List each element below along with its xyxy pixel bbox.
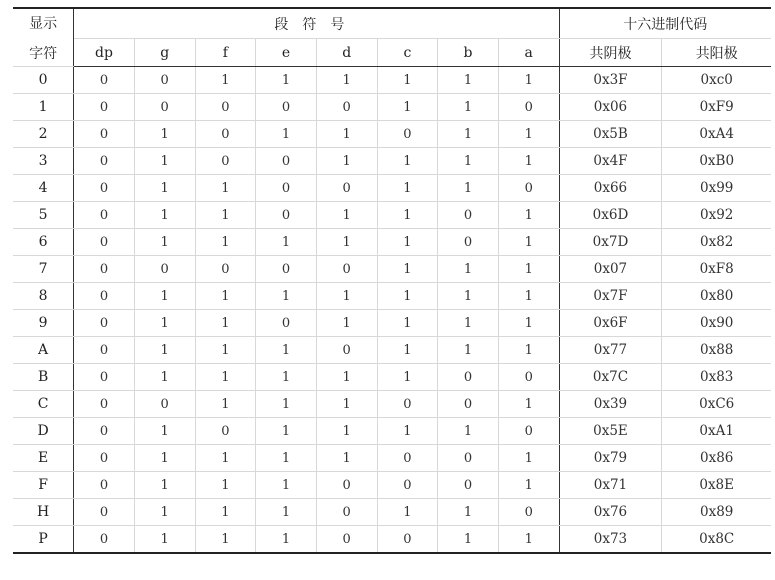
common-cathode-code-cell: 0x7D: [559, 229, 662, 256]
segment-bit-d-cell: 1: [316, 445, 377, 472]
display-char-cell: 4: [13, 175, 74, 202]
segment-bit-a-cell: 1: [498, 391, 559, 418]
segment-bit-d-cell: 1: [316, 418, 377, 445]
display-char-cell: 7: [13, 256, 74, 283]
segment-bit-b-cell: 1: [438, 121, 499, 148]
segment-bit-dp-cell: 0: [74, 202, 135, 229]
segment-bit-e-cell: 0: [256, 256, 317, 283]
segment-bit-c-cell: 0: [377, 526, 438, 554]
table-container: [13, 7, 771, 554]
common-anode-code-cell: 0x99: [662, 175, 771, 202]
table-row: [13, 256, 771, 283]
common-anode-code-cell: 0xA4: [662, 121, 771, 148]
segment-bit-b-cell: 1: [438, 526, 499, 554]
common-anode-code-cell: 0x90: [662, 310, 771, 337]
segment-bit-g-cell: 1: [134, 229, 195, 256]
common-cathode-code-cell: 0x07: [559, 256, 662, 283]
segment-bit-a-cell: 0: [498, 364, 559, 391]
segment-header-b: b: [438, 39, 499, 67]
segment-bit-g-cell: 1: [134, 175, 195, 202]
common-anode-code-cell: 0xc0: [662, 67, 771, 94]
common-anode-code-cell: 0xF8: [662, 256, 771, 283]
segment-bit-e-cell: 1: [256, 283, 317, 310]
segment-bit-c-cell: 1: [377, 364, 438, 391]
segment-bit-a-cell: 0: [498, 175, 559, 202]
common-cathode-code-cell: 0x06: [559, 94, 662, 121]
header-row-2: [13, 39, 771, 67]
common-cathode-header: 共阴极: [559, 39, 662, 67]
segment-header-dp: dp: [74, 39, 135, 67]
table-row: [13, 526, 771, 554]
segment-bit-b-cell: 1: [438, 310, 499, 337]
segment-bit-d-cell: 0: [316, 175, 377, 202]
segment-bit-f-cell: 0: [195, 256, 256, 283]
common-cathode-code-cell: 0x39: [559, 391, 662, 418]
segment-bit-e-cell: 0: [256, 148, 317, 175]
segment-bit-dp-cell: 0: [74, 364, 135, 391]
segment-bit-a-cell: 0: [498, 94, 559, 121]
segment-bit-g-cell: 1: [134, 283, 195, 310]
segment-bit-d-cell: 1: [316, 229, 377, 256]
display-char-cell: C: [13, 391, 74, 418]
segment-bit-dp-cell: 0: [74, 256, 135, 283]
common-anode-code-cell: 0x92: [662, 202, 771, 229]
segment-bit-a-cell: 0: [498, 499, 559, 526]
segment-bit-a-cell: 1: [498, 256, 559, 283]
common-anode-code-cell: 0xF9: [662, 94, 771, 121]
common-cathode-code-cell: 0x7F: [559, 283, 662, 310]
segment-bit-c-cell: 0: [377, 445, 438, 472]
segment-bit-a-cell: 1: [498, 472, 559, 499]
segment-bit-dp-cell: 0: [74, 337, 135, 364]
table-row: [13, 202, 771, 229]
segment-bit-d-cell: 1: [316, 310, 377, 337]
common-cathode-code-cell: 0x6F: [559, 310, 662, 337]
display-char-cell: E: [13, 445, 74, 472]
segment-header-g: g: [134, 39, 195, 67]
segment-bit-d-cell: 0: [316, 472, 377, 499]
segment-bit-g-cell: 0: [134, 94, 195, 121]
segment-bit-b-cell: 1: [438, 175, 499, 202]
segment-bit-e-cell: 1: [256, 364, 317, 391]
segment-bit-c-cell: 0: [377, 121, 438, 148]
display-char-cell: F: [13, 472, 74, 499]
segment-bit-dp-cell: 0: [74, 283, 135, 310]
segment-bit-g-cell: 0: [134, 256, 195, 283]
segment-bit-f-cell: 0: [195, 121, 256, 148]
segment-bit-a-cell: 1: [498, 526, 559, 554]
segment-bit-f-cell: 1: [195, 283, 256, 310]
common-anode-code-cell: 0x8E: [662, 472, 771, 499]
segment-bit-d-cell: 1: [316, 283, 377, 310]
table-row: [13, 391, 771, 418]
segment-bit-e-cell: 1: [256, 337, 317, 364]
segment-bit-dp-cell: 0: [74, 67, 135, 94]
segment-bit-f-cell: 1: [195, 67, 256, 94]
segment-bit-f-cell: 1: [195, 229, 256, 256]
segment-bit-b-cell: 1: [438, 94, 499, 121]
segment-bit-a-cell: 1: [498, 148, 559, 175]
segment-bit-e-cell: 1: [256, 445, 317, 472]
table-row: [13, 445, 771, 472]
segment-bit-dp-cell: 0: [74, 175, 135, 202]
segment-bit-f-cell: 1: [195, 526, 256, 554]
segment-bit-c-cell: 0: [377, 472, 438, 499]
segment-bit-e-cell: 1: [256, 121, 317, 148]
segment-bit-g-cell: 1: [134, 310, 195, 337]
segment-bit-a-cell: 1: [498, 310, 559, 337]
segment-bit-g-cell: 1: [134, 364, 195, 391]
common-anode-code-cell: 0x80: [662, 283, 771, 310]
table-row: [13, 472, 771, 499]
display-char-cell: 2: [13, 121, 74, 148]
common-cathode-code-cell: 0x5E: [559, 418, 662, 445]
segment-bit-b-cell: 0: [438, 364, 499, 391]
segment-bit-g-cell: 1: [134, 445, 195, 472]
segment-bit-e-cell: 1: [256, 472, 317, 499]
segment-bit-a-cell: 1: [498, 337, 559, 364]
segment-bit-f-cell: 1: [195, 202, 256, 229]
table-row: [13, 148, 771, 175]
common-anode-code-cell: 0x8C: [662, 526, 771, 554]
segment-bit-g-cell: 1: [134, 337, 195, 364]
segment-bit-b-cell: 1: [438, 283, 499, 310]
segment-bit-c-cell: 1: [377, 229, 438, 256]
segment-bit-g-cell: 1: [134, 499, 195, 526]
segment-bit-d-cell: 0: [316, 94, 377, 121]
segment-bit-c-cell: 1: [377, 175, 438, 202]
table-row: [13, 364, 771, 391]
segment-bit-g-cell: 1: [134, 202, 195, 229]
segment-bit-f-cell: 1: [195, 310, 256, 337]
segment-bit-d-cell: 1: [316, 364, 377, 391]
table-row: [13, 121, 771, 148]
segment-bit-g-cell: 1: [134, 418, 195, 445]
segment-bit-dp-cell: 0: [74, 229, 135, 256]
segment-bit-c-cell: 1: [377, 310, 438, 337]
table-row: [13, 94, 771, 121]
segment-bit-e-cell: 1: [256, 229, 317, 256]
segment-bit-g-cell: 0: [134, 391, 195, 418]
segment-bit-f-cell: 1: [195, 499, 256, 526]
segment-bit-g-cell: 1: [134, 148, 195, 175]
segment-bit-f-cell: 0: [195, 418, 256, 445]
common-anode-code-cell: 0x83: [662, 364, 771, 391]
segment-bit-f-cell: 0: [195, 148, 256, 175]
segment-bit-c-cell: 1: [377, 256, 438, 283]
segment-group-header: 段符号: [74, 8, 559, 39]
segment-bit-c-cell: 0: [377, 391, 438, 418]
table-row: [13, 283, 771, 310]
segment-bit-a-cell: 1: [498, 445, 559, 472]
segment-bit-dp-cell: 0: [74, 418, 135, 445]
segment-header-c: c: [377, 39, 438, 67]
display-char-cell: B: [13, 364, 74, 391]
segment-bit-e-cell: 0: [256, 310, 317, 337]
segment-bit-b-cell: 1: [438, 337, 499, 364]
display-char-cell: 8: [13, 283, 74, 310]
segment-bit-c-cell: 1: [377, 499, 438, 526]
segment-bit-g-cell: 1: [134, 121, 195, 148]
segment-bit-c-cell: 1: [377, 94, 438, 121]
segment-bit-dp-cell: 0: [74, 445, 135, 472]
segment-bit-f-cell: 1: [195, 472, 256, 499]
segment-header-f: f: [195, 39, 256, 67]
segment-bit-f-cell: 1: [195, 337, 256, 364]
segment-bit-c-cell: 1: [377, 418, 438, 445]
segment-bit-dp-cell: 0: [74, 310, 135, 337]
table-row: [13, 175, 771, 202]
table-row: [13, 67, 771, 94]
segment-bit-c-cell: 1: [377, 67, 438, 94]
segment-bit-a-cell: 1: [498, 121, 559, 148]
segment-bit-b-cell: 1: [438, 67, 499, 94]
segment-header-a: a: [498, 39, 559, 67]
segment-bit-d-cell: 0: [316, 499, 377, 526]
hex-group-header: 十六进制代码: [559, 8, 771, 39]
char-header-line-1: 显示: [29, 15, 58, 32]
table-row: [13, 418, 771, 445]
segment-header-e: e: [256, 39, 317, 67]
segment-bit-f-cell: 1: [195, 175, 256, 202]
segment-bit-b-cell: 1: [438, 256, 499, 283]
common-anode-code-cell: 0xC6: [662, 391, 771, 418]
segment-bit-e-cell: 1: [256, 67, 317, 94]
segment-bit-c-cell: 1: [377, 337, 438, 364]
segment-bit-e-cell: 1: [256, 418, 317, 445]
segment-bit-e-cell: 0: [256, 94, 317, 121]
segment-header-d: d: [316, 39, 377, 67]
segment-bit-e-cell: 0: [256, 175, 317, 202]
common-cathode-code-cell: 0x3F: [559, 67, 662, 94]
segment-bit-e-cell: 0: [256, 202, 317, 229]
display-char-cell: 0: [13, 67, 74, 94]
common-anode-code-cell: 0x86: [662, 445, 771, 472]
segment-bit-f-cell: 1: [195, 445, 256, 472]
segment-bit-b-cell: 1: [438, 418, 499, 445]
segment-bit-b-cell: 0: [438, 391, 499, 418]
segment-bit-g-cell: 1: [134, 472, 195, 499]
segment-bit-b-cell: 1: [438, 499, 499, 526]
segment-bit-c-cell: 1: [377, 283, 438, 310]
common-cathode-code-cell: 0x77: [559, 337, 662, 364]
display-char-cell: 1: [13, 94, 74, 121]
segment-bit-g-cell: 1: [134, 526, 195, 554]
display-char-cell: 6: [13, 229, 74, 256]
segment-bit-a-cell: 1: [498, 283, 559, 310]
segment-bit-g-cell: 0: [134, 67, 195, 94]
segment-bit-f-cell: 1: [195, 364, 256, 391]
table-body: [13, 67, 771, 554]
common-anode-code-cell: 0x89: [662, 499, 771, 526]
segment-bit-dp-cell: 0: [74, 472, 135, 499]
segment-bit-d-cell: 1: [316, 148, 377, 175]
table-row: [13, 499, 771, 526]
common-anode-header: 共阳极: [662, 39, 771, 67]
segment-bit-d-cell: 0: [316, 526, 377, 554]
table-row: [13, 310, 771, 337]
common-cathode-code-cell: 0x71: [559, 472, 662, 499]
segment-bit-c-cell: 1: [377, 202, 438, 229]
common-cathode-code-cell: 0x79: [559, 445, 662, 472]
segment-bit-d-cell: 0: [316, 337, 377, 364]
common-anode-code-cell: 0xB0: [662, 148, 771, 175]
display-char-cell: A: [13, 337, 74, 364]
display-char-cell: 9: [13, 310, 74, 337]
common-anode-code-cell: 0x82: [662, 229, 771, 256]
segment-bit-b-cell: 0: [438, 472, 499, 499]
display-char-cell: H: [13, 499, 74, 526]
segment-bit-dp-cell: 0: [74, 121, 135, 148]
segment-bit-e-cell: 1: [256, 499, 317, 526]
common-cathode-code-cell: 0x7C: [559, 364, 662, 391]
segment-bit-c-cell: 1: [377, 148, 438, 175]
header-row-1: [13, 8, 771, 39]
segment-bit-e-cell: 1: [256, 526, 317, 554]
char-header-line-2: 字符: [29, 45, 58, 62]
segment-bit-a-cell: 1: [498, 202, 559, 229]
segment-bit-dp-cell: 0: [74, 148, 135, 175]
common-cathode-code-cell: 0x5B: [559, 121, 662, 148]
segment-bit-a-cell: 1: [498, 229, 559, 256]
common-cathode-code-cell: 0x4F: [559, 148, 662, 175]
display-char-cell: P: [13, 526, 74, 554]
segment-bit-f-cell: 0: [195, 94, 256, 121]
common-cathode-code-cell: 0x66: [559, 175, 662, 202]
segment-bit-dp-cell: 0: [74, 94, 135, 121]
segment-bit-b-cell: 1: [438, 148, 499, 175]
segment-bit-d-cell: 1: [316, 67, 377, 94]
common-anode-code-cell: 0xA1: [662, 418, 771, 445]
segment-bit-b-cell: 0: [438, 229, 499, 256]
segment-bit-e-cell: 1: [256, 391, 317, 418]
display-char-cell: 3: [13, 148, 74, 175]
segment-bit-d-cell: 1: [316, 391, 377, 418]
common-anode-code-cell: 0x88: [662, 337, 771, 364]
segment-bit-dp-cell: 0: [74, 526, 135, 554]
table-row: [13, 337, 771, 364]
display-char-cell: 5: [13, 202, 74, 229]
segment-bit-f-cell: 1: [195, 391, 256, 418]
segment-bit-a-cell: 0: [498, 418, 559, 445]
segment-bit-dp-cell: 0: [74, 499, 135, 526]
common-cathode-code-cell: 0x73: [559, 526, 662, 554]
segment-bit-dp-cell: 0: [74, 391, 135, 418]
char-column-header: [13, 8, 74, 67]
common-cathode-code-cell: 0x76: [559, 499, 662, 526]
table-row: [13, 229, 771, 256]
display-char-cell: D: [13, 418, 74, 445]
segment-bit-b-cell: 0: [438, 445, 499, 472]
segment-bit-a-cell: 1: [498, 67, 559, 94]
common-cathode-code-cell: 0x6D: [559, 202, 662, 229]
segment-bit-d-cell: 0: [316, 256, 377, 283]
segment-bit-b-cell: 0: [438, 202, 499, 229]
seven-segment-code-table: [13, 7, 771, 554]
segment-bit-d-cell: 1: [316, 121, 377, 148]
segment-bit-d-cell: 1: [316, 202, 377, 229]
